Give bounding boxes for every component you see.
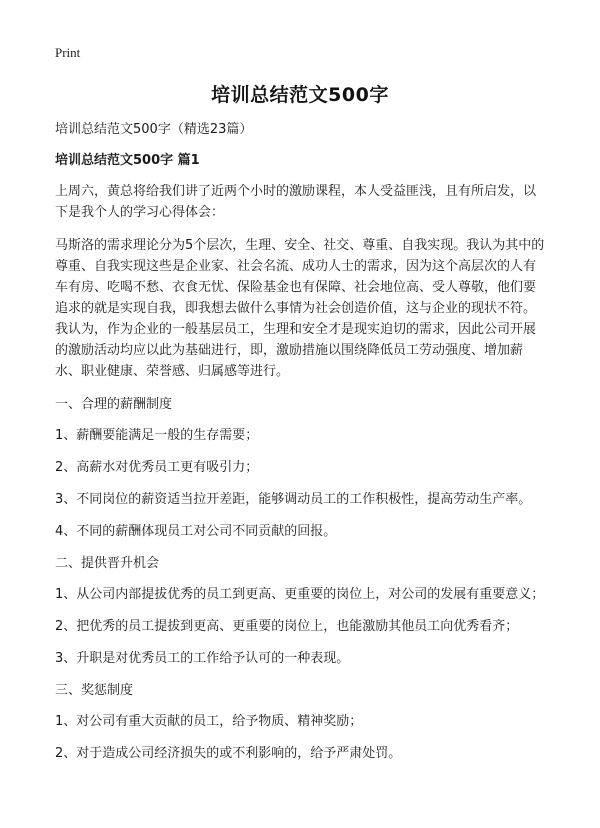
section-heading-promotion: 二、提供晋升机会 [55,556,160,571]
document-subtitle: 培训总结范文500字（精选23篇） [55,122,253,137]
list-item: 2、把优秀的员工提拔到更高、更重要的岗位上，也能激励其他员工向优秀看齐； [55,619,519,634]
list-item: 2、高薪水对优秀员工更有吸引力； [55,460,259,475]
list-item: 3、升职是对优秀员工的工作给予认可的一种表现。 [55,651,350,666]
section-heading-rewards: 三、奖惩制度 [55,683,134,698]
section-heading-salary: 一、合理的薪酬制度 [55,397,173,412]
print-label: Print [55,45,81,60]
list-item: 1、从公司内部提拔优秀的员工到更高、更重要的岗位上，对公司的发展有重要意义； [55,587,545,602]
section-heading: 培训总结范文500字 篇1 [55,153,200,168]
list-item: 1、薪酬要能满足一般的生存需要； [55,428,259,443]
intro-paragraph: 上周六，黄总将给我们讲了近两个小时的激励课程，本人受益匪浅，且有所启发，以下是我个人的学习心得体会： [55,184,537,220]
body-paragraph: 马斯洛的需求理论分为5个层次，生理、安全、社交、尊重、自我实现。我认为其中的尊重、自我实现这些是企业家、社会名流、成功人士的需求，因为这个高层次的人有车有房、吃喝不愁、衣食无忧、保险基金也有保障、社会地位高、受人尊敬，他们要追求的就是实现自我，即我想去做什么事情为社会创造价值，这与企业的现状不符。我认为，作为企业的一般基层员工，生理和安全才是现实迫切的需求，因此公司开展的激励活动均应以此为基础进行，即，激励措施以围绕降低员工劳动强度、增加薪水、职业健康、荣誉感、归属感等进行。 [55,238,545,379]
list-item: 3、不同岗位的薪资适当拉开差距，能够调动员工的工作积极性，提高劳动生产率。 [55,492,532,507]
document-title: 培训总结范文500字 [211,84,389,106]
list-item: 1、对公司有重大贡献的员工，给予物质、精神奖励； [55,714,363,729]
document-body [55,119,545,775]
list-item: 2、对于造成公司经济损失的或不利影响的，给予严肃处罚。 [55,746,402,761]
list-item: 4、不同的薪酬体现员工对公司不同贡献的回报。 [55,524,337,539]
